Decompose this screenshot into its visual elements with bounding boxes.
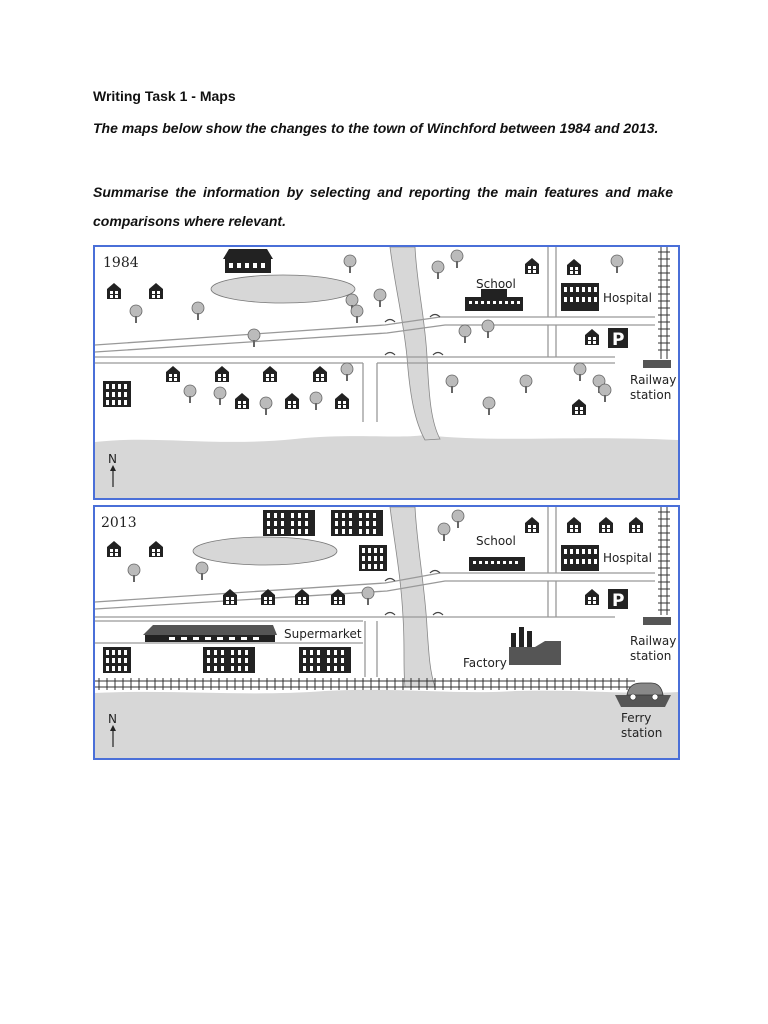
sea [95, 435, 678, 498]
railway-station-label-line-1: Railway [630, 373, 677, 387]
map-1984-drawing [95, 247, 678, 498]
map-1984 [93, 245, 680, 500]
railway-station-icon [643, 617, 671, 625]
task-heading: Writing Task 1 - Maps [93, 88, 236, 104]
river [390, 507, 435, 687]
apartment-blocks [103, 510, 387, 673]
north-label: N [108, 712, 117, 726]
ferry-station-label-line-1: Ferry [621, 711, 652, 725]
railway-station-label-line-1: Railway [630, 634, 677, 648]
railway-station-label-line-2: station [630, 388, 672, 402]
school-label: School [476, 534, 516, 548]
lake [193, 537, 337, 565]
parking-icon [608, 328, 628, 350]
school-label: School [476, 277, 516, 291]
svg-text:P: P [612, 330, 625, 350]
school-building-icon [465, 289, 523, 311]
svg-text:P: P [612, 591, 625, 611]
hotel-building-icon [223, 249, 273, 273]
map-2013 [93, 505, 680, 760]
railway-line [658, 247, 670, 359]
factory-building-icon [509, 627, 561, 665]
hospital-building-icon [561, 545, 599, 571]
new-railway-line [95, 678, 635, 690]
map-year-label: 2013 [101, 515, 137, 531]
hospital-label: Hospital [603, 551, 652, 565]
railway-station-label-line-2: station [630, 649, 672, 663]
parking-icon [608, 589, 628, 611]
hospital-building-icon [561, 283, 599, 311]
sea [95, 690, 678, 758]
supermarket-building-icon [143, 625, 277, 642]
map-year-label: 1984 [103, 255, 139, 271]
river [390, 247, 440, 440]
task-prompt-description: The maps below show the changes to the town of Winchford between 1984 and 2013. [93, 120, 659, 136]
railway-line [658, 507, 670, 615]
railway-station-icon [643, 360, 671, 368]
hospital-label: Hospital [603, 291, 652, 305]
task-prompt-instruction: Summarise the information by selecting and reporting the main features and make comparisons where relevant. [93, 184, 673, 229]
factory-label: Factory [463, 656, 507, 670]
supermarket-label: Supermarket [284, 627, 362, 641]
map-2013-drawing [95, 507, 678, 758]
ferry-station-label-line-2: station [621, 726, 663, 740]
north-label: N [108, 452, 117, 466]
apartment-block-icon [103, 381, 131, 407]
school-building-icon [469, 557, 525, 571]
lake [211, 275, 355, 303]
